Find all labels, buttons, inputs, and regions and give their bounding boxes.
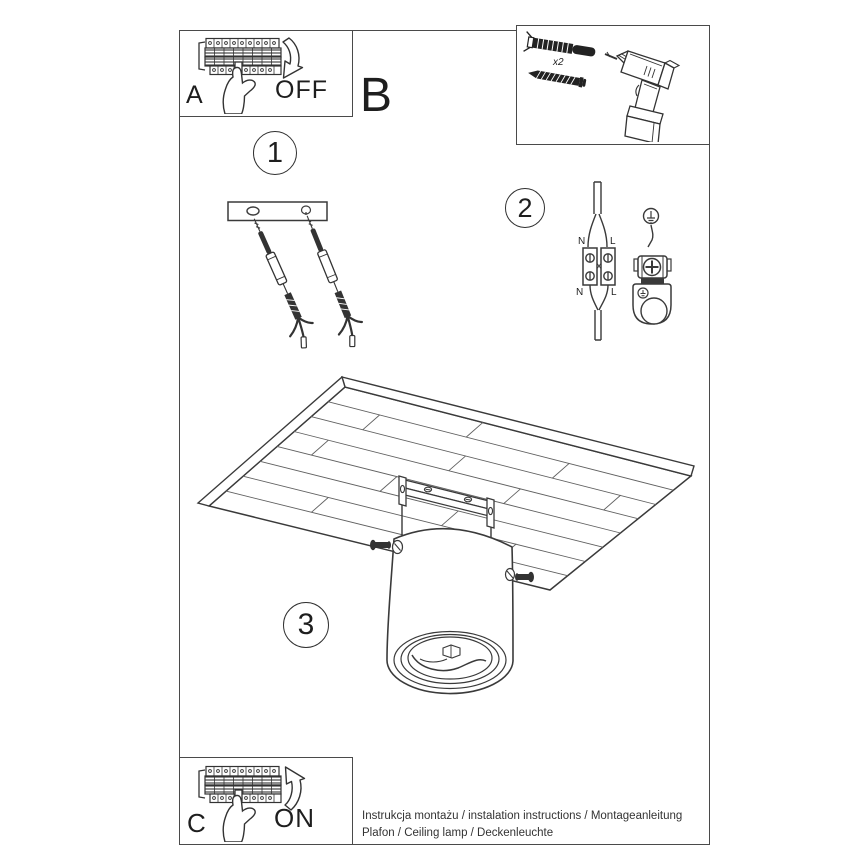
ground-clamp-icon	[633, 256, 671, 324]
breaker-off-box	[179, 30, 353, 117]
footer-line-1: Instrukcja montażu / instalation instructions / Montageanleitung	[362, 810, 683, 822]
anchor-screw-icon	[241, 214, 321, 352]
wire-label-l-top: L	[610, 236, 616, 247]
ground-symbol-icon	[644, 209, 659, 248]
wire-label-n-top: N	[578, 236, 586, 247]
wire-label-l-bottom: L	[611, 287, 617, 298]
screw-count-label: x2	[553, 57, 564, 68]
tools-art	[517, 26, 707, 142]
step-3-number: 3	[297, 608, 315, 641]
off-label: OFF	[275, 76, 328, 104]
wire-label-n-bottom: N	[576, 287, 584, 298]
screw-icon	[527, 68, 586, 88]
drill-icon	[605, 51, 679, 142]
on-label: ON	[274, 803, 315, 833]
section-b-label: B	[360, 69, 393, 122]
step-1-badge	[253, 131, 297, 175]
step-a-label: A	[186, 81, 203, 109]
terminal-block-icon	[583, 248, 615, 285]
footer-line-2: Plafon / Ceiling lamp / Deckenleuchte	[362, 826, 554, 839]
step-3-badge	[283, 602, 329, 648]
step-1-number: 1	[266, 136, 284, 169]
lamp-cylinder-icon	[387, 529, 513, 694]
step1-bracket-illustration	[228, 202, 327, 221]
step-2-number: 2	[517, 192, 533, 223]
step-c-label: C	[187, 808, 206, 838]
footer-text	[362, 808, 682, 841]
tools-box	[516, 25, 710, 145]
curved-arrow-down-icon	[283, 38, 303, 78]
step-2-badge	[505, 188, 545, 228]
anchor-screw-icon	[293, 212, 369, 351]
breaker-on-box	[179, 757, 353, 845]
